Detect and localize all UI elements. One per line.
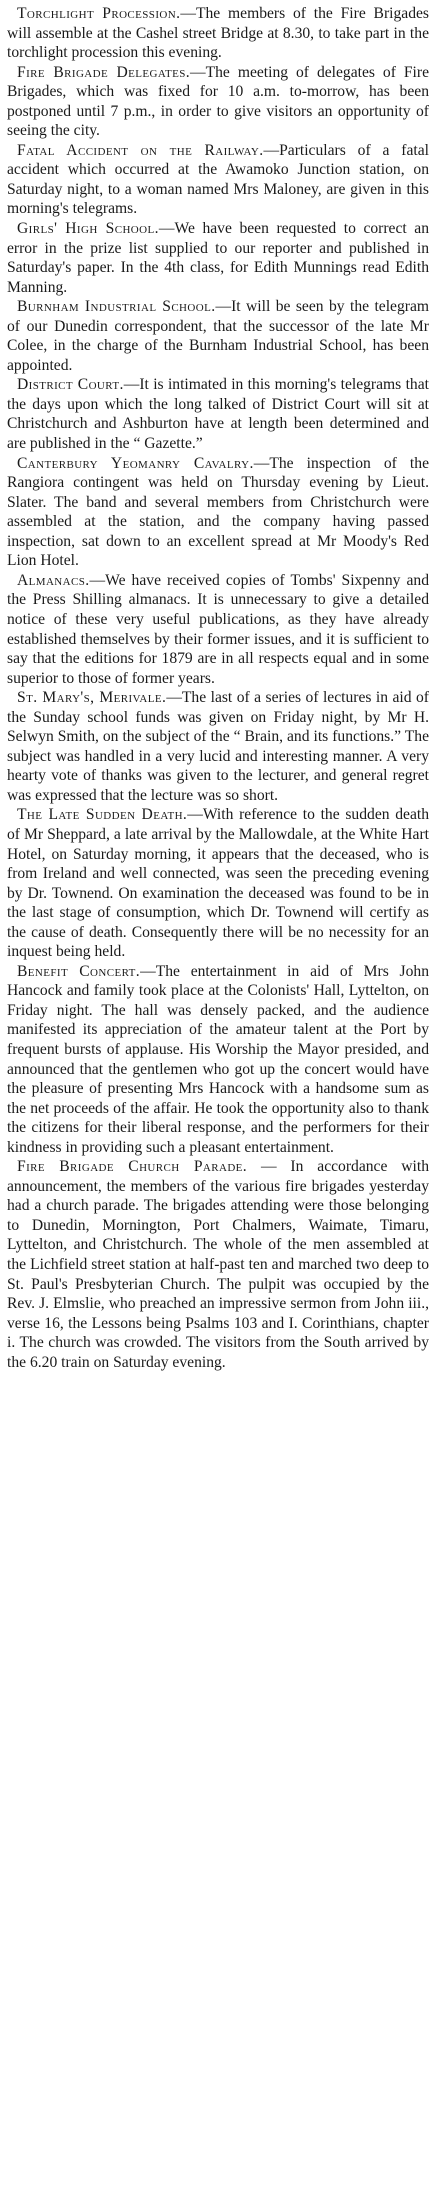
- article-body: —Particulars of a fatal accident which occurred at the Awamoko Junction station, on Saturday night, to a woman named Mrs Maloney, are given in this morning's telegrams.: [7, 141, 429, 218]
- article-heading: Fire Brigade Church Parade.: [17, 1158, 248, 1176]
- article-body: —It will be seen by the telegram of our Dunedin correspondent, that the successor of the late Mr Colee, in the charge of the Burnham Industrial School, has been appointed.: [7, 298, 429, 374]
- article-heading: Fatal Accident on the Railway.: [17, 141, 264, 159]
- article-body: —The meeting of delegates of Fire Brigades, which was fixed for 10 a.m. to-morrow, has been postponed until 7 p.m., in order to give visitors an opportunity of seeing the city.: [7, 63, 429, 140]
- article-benefit-concert: [7, 962, 429, 1157]
- article-district-court: [7, 375, 429, 453]
- article-girls-high-school: [7, 219, 429, 297]
- article-torchlight-procession: [7, 4, 429, 63]
- article-almanacs: [7, 571, 429, 688]
- article-body: —With reference to the sudden death of Mr Sheppard, a late arrival by the Mallowdale, at the White Hart Hotel, on Saturday morning, it appears that the deceased, who is from Ireland and well connected, was seen the preceding evening by Dr. Townend. On examination the deceased was found to be in the last stage of consumption, which Dr. Townend will certify as the cause of death. Consequently there will be no necessity for an inquest being held.: [7, 806, 430, 961]
- article-body: —It is intimated in this morning's telegrams that the days upon which the long talked of District Court will sit at Christchurch and Ashburton have at length been determined and are published in the “ Gazette.”: [7, 376, 429, 453]
- article-late-sudden-death: [7, 805, 429, 961]
- article-fire-brigade-delegates: [7, 63, 429, 141]
- article-body: —We have been requested to correct an error in the prize list supplied to our reporter and published in Saturday's paper. In the 4th class, for Edith Munnings read Edith Manning.: [7, 220, 430, 296]
- article-body: —The inspection of the Rangiora contingent was held on Thursday evening by Lieut. Slater. The band and several members from Christchurch were assembled at the station, and the company having passed inspection, sat down to an excellent spread at Mr Moody's Red Lion Hotel.: [7, 454, 429, 570]
- article-canterbury-yeomanry-cavalry: [7, 454, 429, 571]
- article-heading: District Court.: [17, 376, 124, 394]
- article-heading: Almanacs.: [17, 571, 90, 589]
- article-heading: The Late Sudden Death.: [17, 806, 188, 824]
- article-body: —The last of a series of lectures in aid of the Sunday school funds was given on Friday night, by Mr H. Selwyn Smith, on the subject of the “ Brain, and its functions.” The subject was handled in a very lucid and interesting manner. A very hearty vote of thanks was given to the lecturer, and general regret was expressed that the lecture was so short.: [7, 689, 430, 804]
- article-heading: St. Mary's, Merivale.: [17, 689, 167, 707]
- article-body: —The entertainment in aid of Mrs John Hancock and family took place at the Colonists' Hall, Lyttelton, on Friday night. The hall was densely packed, and the audience manifested its appreciation of the amateur talent at the Port by frequent bursts of applause. His Worship the Mayor presided, and announced that the gentlemen who got up the concert would have the pleasure of presenting Mrs Hancock with a handsome sum as the net proceeds of the affair. He took the opportunity also to thank the citizens for their liberal response, and the performers for their kindness in providing such a pleasant entertainment.: [7, 962, 429, 1156]
- article-heading: Fire Brigade Delegates.: [17, 63, 191, 81]
- article-heading: Burnham Industrial School.: [17, 298, 216, 316]
- article-heading: Canterbury Yeomanry Cavalry.: [17, 454, 254, 472]
- article-body: — In accordance with announcement, the members of the various fire brigades yesterday had a church parade. The brigades attending were those belonging to Dunedin, Mornington, Port Chalmers, Waimate, Timaru, Lyttelton, and Christchurch. The whole of the men assembled at the Lichfield street station at half-past ten and marched two deep to St. Paul's Presbyterian Church. The pulpit was occupied by the Rev. J. Elmslie, who preached an impressive sermon from John iii., verse 16, the Lessons being Psalms 103 and I. Corinthians, chapter i. The church was crowded. The visitors from the South arrived by the 6.20 train on Saturday evening.: [7, 1158, 429, 1371]
- article-heading: Benefit Concert.: [17, 962, 141, 980]
- article-fire-brigade-church-parade: [7, 1157, 429, 1372]
- article-heading: Torchlight Procession.: [17, 5, 181, 22]
- article-st-marys-merivale: [7, 688, 429, 805]
- article-body: —The members of the Fire Brigades will assemble at the Cashel street Bridge at 8.30, to take part in the torchlight procession this evening.: [7, 5, 429, 62]
- article-burnham-industrial-school: [7, 297, 429, 375]
- article-heading: Girls' High School.: [17, 220, 159, 238]
- article-body: —We have received copies of Tombs' Sixpenny and the Press Shilling almanacs. It is unnecessary to give a detailed notice of these very useful publications, as they have already established themselves by their former issues, and it is sufficient to say that the editions for 1879 are in all respects equal and in some superior to those of former years.: [7, 571, 429, 687]
- article-fatal-accident: [7, 141, 429, 219]
